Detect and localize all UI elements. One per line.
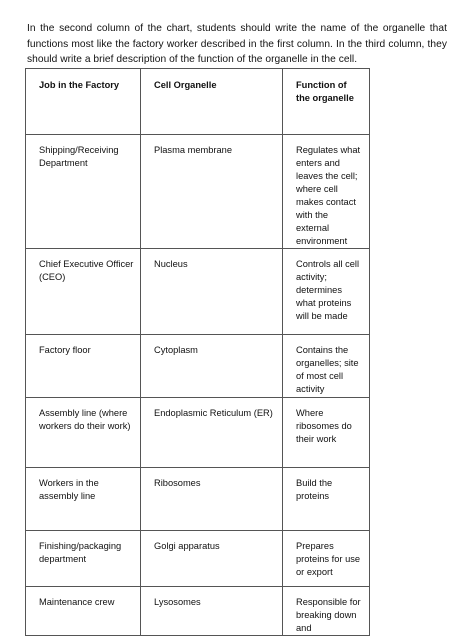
cell-organelle: Lysosomes (141, 587, 283, 636)
cell-organelle: Nucleus (141, 249, 283, 335)
cell-organelle: Golgi apparatus (141, 531, 283, 587)
cell-job: Finishing/packaging department (26, 531, 141, 587)
table-row (26, 531, 370, 587)
header-job: Job in the Factory (26, 69, 141, 135)
cell-job: Shipping/Receiving Department (26, 135, 141, 249)
cell-function: Where ribosomes do their work (283, 398, 370, 468)
cell-organelle: Plasma membrane (141, 135, 283, 249)
cell-job: Chief Executive Officer (CEO) (26, 249, 141, 335)
table-row (26, 398, 370, 468)
cell-organelle: Endoplasmic Reticulum (ER) (141, 398, 283, 468)
cell-job: Factory floor (26, 335, 141, 398)
cell-job: Maintenance crew (26, 587, 141, 636)
intro-paragraph: In the second column of the chart, students should write the name of the organelle that functions most like the factory worker described in the first column. In the third column, they should write a brief description of the function of the organelle in the cell. (27, 23, 447, 65)
cell-function: Controls all cell activity; determines what proteins will be made (283, 249, 370, 335)
table-row (26, 135, 370, 249)
table-row (26, 468, 370, 531)
cell-job: Assembly line (where workers do their work) (26, 398, 141, 468)
table-row (26, 249, 370, 335)
organelle-table (25, 68, 370, 636)
cell-organelle: Ribosomes (141, 468, 283, 531)
header-organelle: Cell Organelle (141, 69, 283, 135)
cell-function: Responsible for breaking down and (283, 587, 370, 636)
table-row (26, 587, 370, 636)
cell-job: Workers in the assembly line (26, 468, 141, 531)
table-header-row (26, 69, 370, 135)
header-function: Function of the organelle (283, 69, 370, 135)
cell-function: Build the proteins (283, 468, 370, 531)
table-row (26, 335, 370, 398)
cell-function: Regulates what enters and leaves the cell; where cell makes contact with the external environment (283, 135, 370, 249)
cell-function: Contains the organelles; site of most cell activity (283, 335, 370, 398)
cell-organelle: Cytoplasm (141, 335, 283, 398)
cell-function: Prepares proteins for use or export (283, 531, 370, 587)
